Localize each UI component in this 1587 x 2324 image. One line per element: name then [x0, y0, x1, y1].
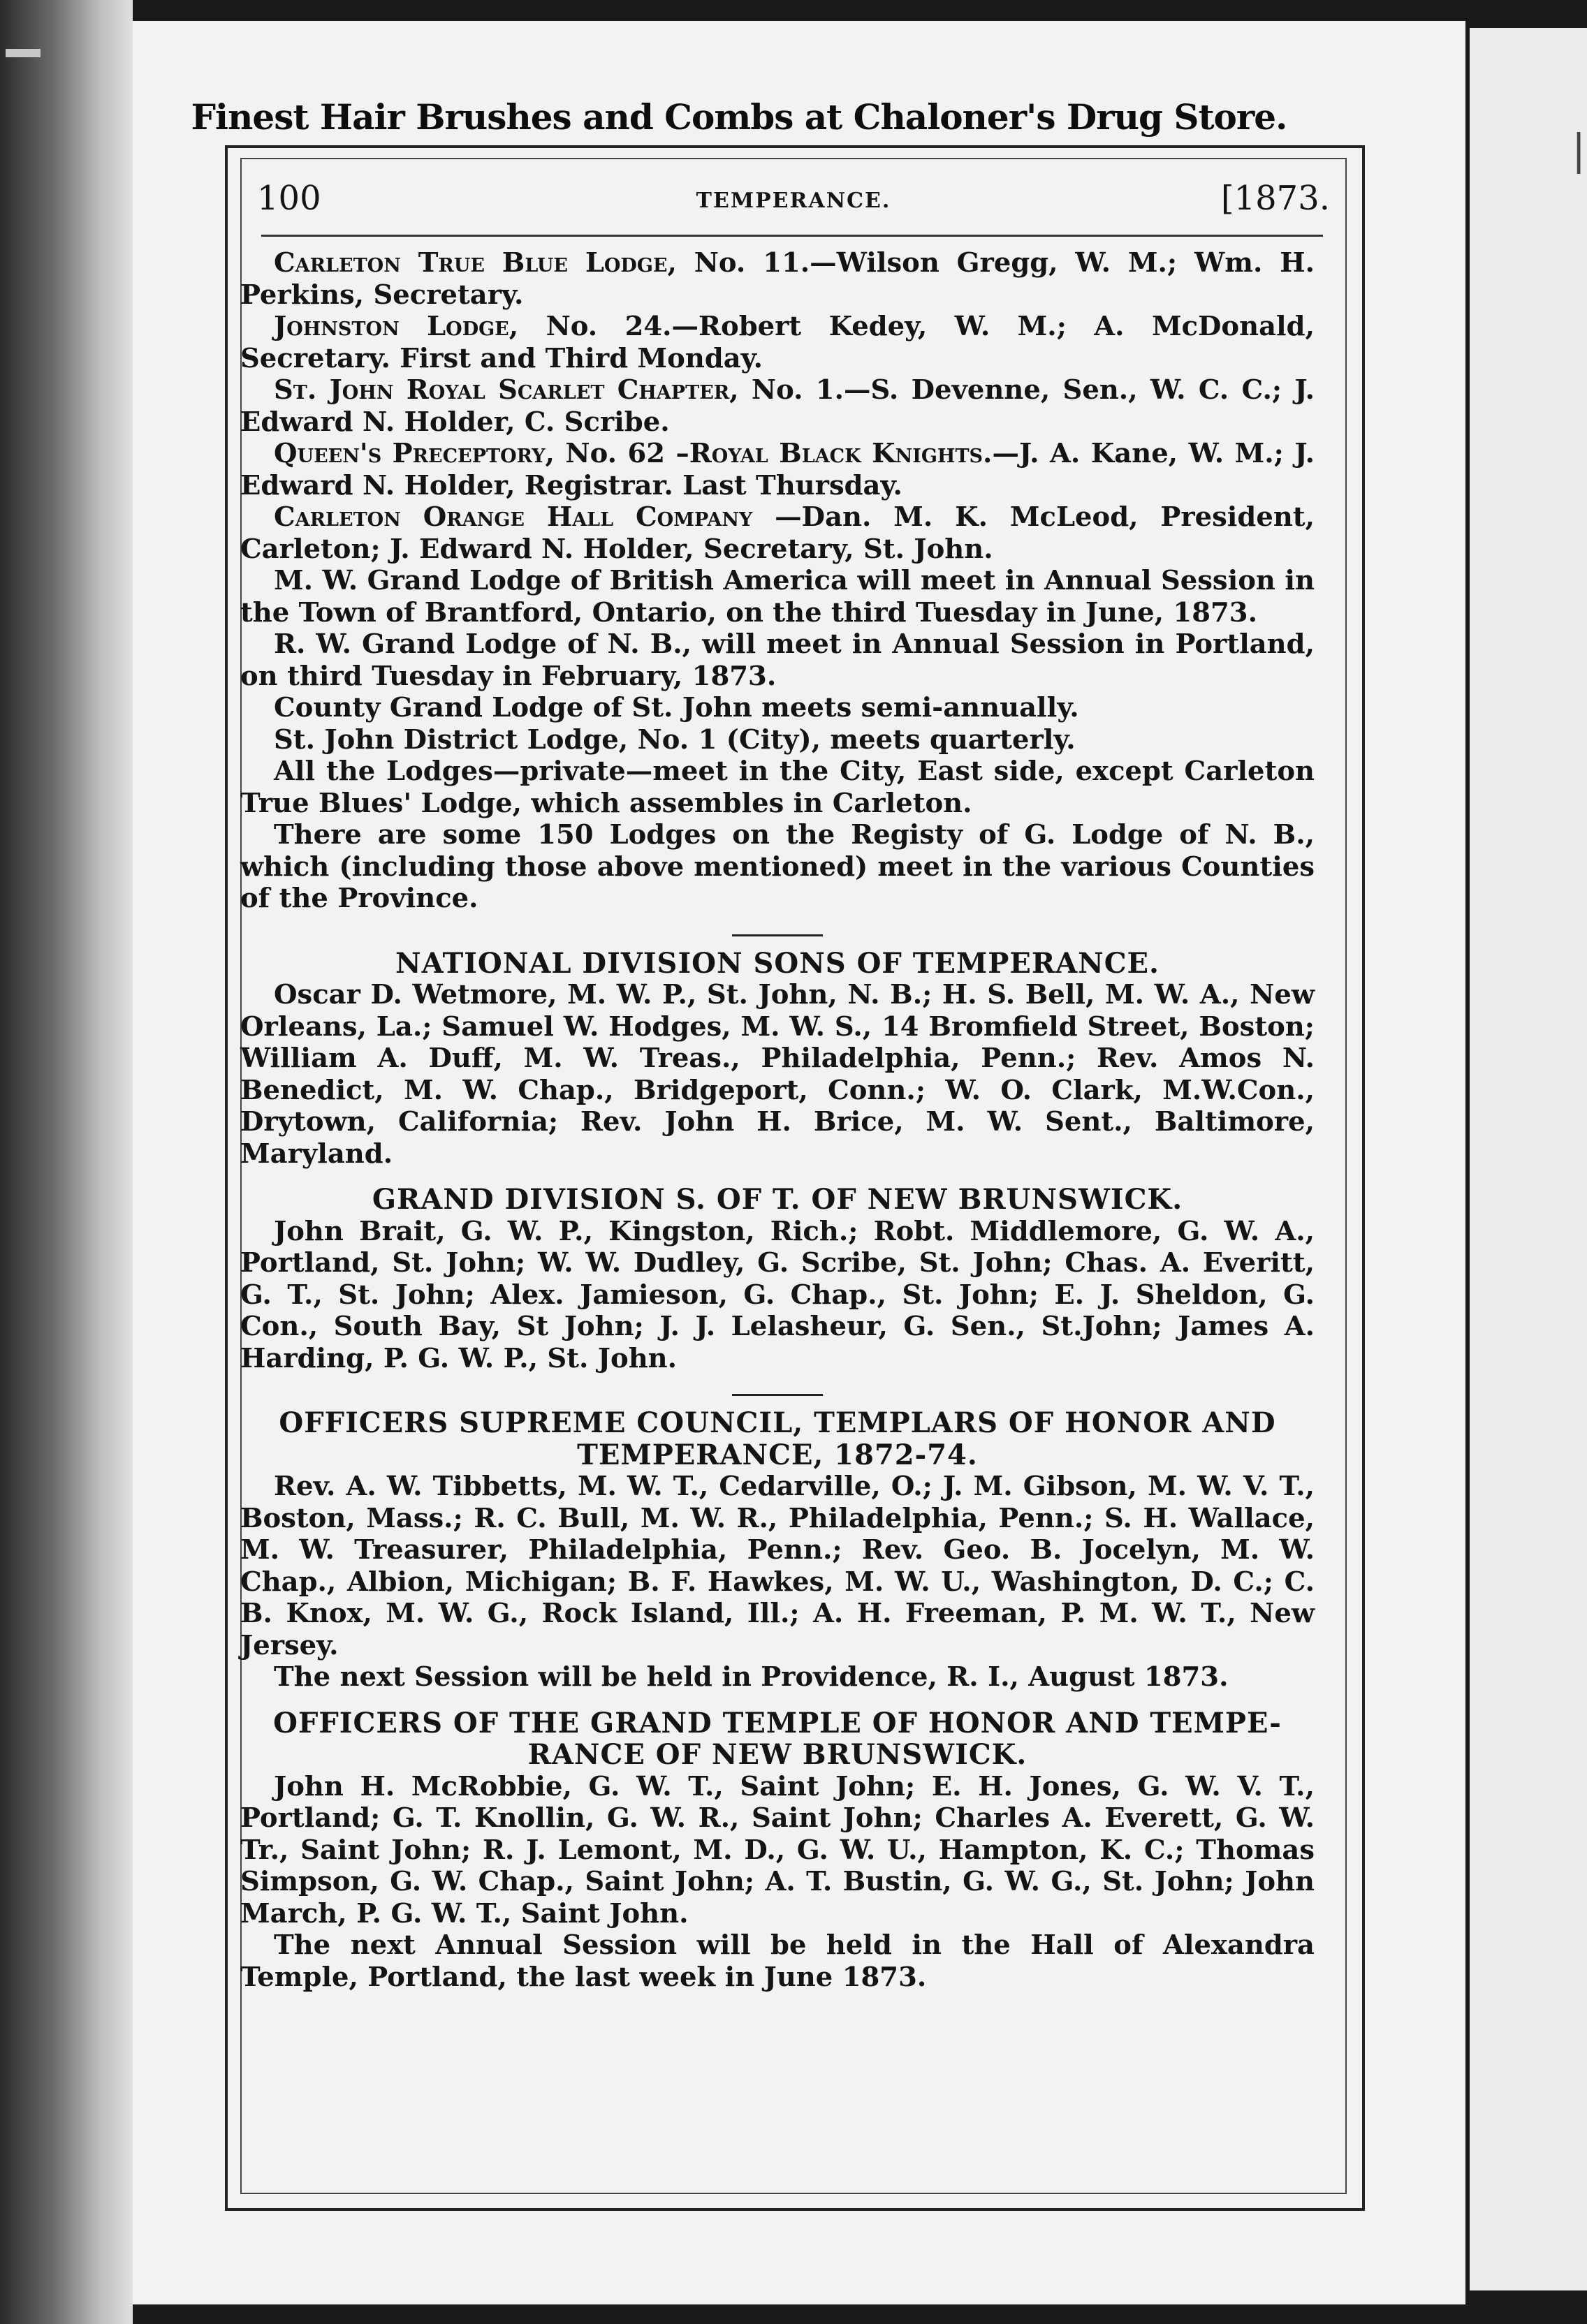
paragraph-grand-division: John Brait, G. W. P., Kingston, Rich.; Robt. Middlemore, G. W. A., Portland, St. John; W. W. Dudley, G. Scribe, St. John; Chas. A. Everitt, G. T., St. John; Alex. Jamieson, G. Chap., St. John; E. J. Sheldon, G. Con., South Bay, St John; J. J. Lelasheur, G. Sen., St.John; James A. Harding, P. G. W. P., St. John.	[240, 1215, 1315, 1374]
entry-name: Royal Black Knights	[689, 438, 983, 469]
entry-queens-preceptory	[240, 438, 1315, 501]
entry-text: .—J. A. Kane, W. M.; J. Edward N. Holder, Registrar. Last Thursday.	[240, 438, 1315, 501]
section-divider	[732, 1394, 823, 1396]
entry-name: Johnston Lodge	[274, 311, 509, 342]
page-number: 100	[257, 179, 321, 218]
entry-orange-hall	[240, 501, 1315, 565]
facing-page-edge	[1470, 28, 1587, 2290]
section-divider	[732, 934, 823, 936]
entry-name: Carleton Orange Hall Company	[274, 501, 753, 533]
entry-johnston-lodge	[240, 311, 1315, 374]
facing-page-glyph: |	[1572, 126, 1586, 175]
entry-name: Queen's Preceptory	[274, 438, 546, 469]
paragraph-grand-lodge-ba: M. W. Grand Lodge of British America will meet in Annual Session in the Town of Brantford, Ontario, on the third Tuesday in June, 1873.	[240, 565, 1315, 628]
entry-royal-scarlet	[240, 374, 1315, 438]
scan-mark	[6, 49, 41, 57]
paragraph-district-lodge: St. John District Lodge, No. 1 (City), meets quarterly.	[274, 723, 1076, 756]
running-head	[257, 172, 1330, 221]
page-content	[240, 158, 1344, 2191]
section-title: TEMPERANCE.	[696, 189, 891, 213]
header-rule	[261, 235, 1323, 237]
entry-text: , No. 11.—Wilson Gregg, W. M.; Wm. H. Perkins, Secretary.	[240, 247, 1315, 311]
heading-supreme-council-2: TEMPERANCE, 1872-74.	[577, 1438, 978, 1471]
year-label: [1873.	[1220, 179, 1330, 218]
entry-text: , No. 24.—Robert Kedey, W. M.; A. McDonald, Secretary. First and Third Monday.	[240, 311, 1315, 374]
entry-text: , No. 1.—S. Devenne, Sen., W. C. C.; J. Edward N. Holder, C. Scribe.	[240, 374, 1315, 438]
paragraph-county-lodge: County Grand Lodge of St. John meets semi-annually.	[274, 692, 1079, 723]
note-supreme-council: The next Session will be held in Providence, R. I., August 1873.	[274, 1661, 1229, 1693]
heading-national-division: NATIONAL DIVISION SONS OF TEMPERANCE.	[395, 946, 1160, 980]
paragraph-grand-lodge-nb: R. W. Grand Lodge of N. B., will meet in Annual Session in Portland, on third Tuesday in February, 1873.	[240, 628, 1315, 692]
paragraph-all-lodges: All the Lodges—private—meet in the City, East side, except Carleton True Blues' Lodge, which assembles in Carleton.	[240, 756, 1315, 819]
advertisement-banner: Finest Hair Brushes and Combs at Chaloner's Drug Store.	[191, 96, 1287, 138]
entry-name: St. John Royal Scarlet Chapter	[274, 374, 730, 406]
heading-grand-division: GRAND DIVISION S. OF T. OF NEW BRUNSWICK.	[372, 1183, 1183, 1216]
entry-carleton-true-blue	[240, 247, 1315, 311]
heading-grand-temple-1: OFFICERS OF THE GRAND TEMPLE OF HONOR AND TEMPE-	[273, 1706, 1282, 1740]
entry-name: Carleton True Blue Lodge	[274, 247, 668, 279]
scan-left-edge	[0, 0, 133, 2324]
text-body	[240, 247, 1315, 1993]
heading-supreme-council-1: OFFICERS SUPREME COUNCIL, TEMPLARS OF HONOR AND	[279, 1406, 1276, 1439]
paragraph-national-division: Oscar D. Wetmore, M. W. P., St. John, N. B.; H. S. Bell, M. W. A., New Orleans, La.; Samuel W. Hodges, M. W. S., 14 Bromfield Street, Boston; William A. Duff, M. W. Treas., Philadelphia, Penn.; Rev. Amos N. Benedict, M. W. Chap., Bridgeport, Conn.; W. O. Clark, M.W.Con., Drytown, California; Rev. John H. Brice, M. W. Sent., Baltimore, Maryland.	[240, 979, 1315, 1170]
heading-grand-temple-2: RANCE OF NEW BRUNSWICK.	[527, 1738, 1027, 1771]
entry-text: , No. 62 –	[545, 438, 689, 469]
paragraph-registry: There are some 150 Lodges on the Registy of G. Lodge of N. B., which (including those above mentioned) meet in the various Counties of the Province.	[240, 819, 1315, 914]
entry-text: —Dan. M. K. McLeod, President, Carleton; J. Edward N. Holder, Secretary, St. John.	[240, 501, 1315, 565]
note-grand-temple: The next Annual Session will be held in the Hall of Alexandra Temple, Portland, the last week in June 1873.	[240, 1929, 1315, 1993]
paragraph-supreme-council: Rev. A. W. Tibbetts, M. W. T., Cedarville, O.; J. M. Gibson, M. W. V. T., Boston, Mass.; R. C. Bull, M. W. R., Philadelphia, Penn.; S. H. Wallace, M. W. Treasurer, Philadelphia, Penn.; Rev. Geo. B. Jocelyn, M. W. Chap., Albion, Michigan; B. F. Hawkes, M. W. U., Washington, D. C.; C. B. Knox, M. W. G., Rock Island, Ill.; A. H. Freeman, P. M. W. T., New Jersey.	[240, 1471, 1315, 1661]
paragraph-grand-temple: John H. McRobbie, G. W. T., Saint John; E. H. Jones, G. W. V. T., Portland; G. T. Knollin, G. W. R., Saint John; Charles A. Everett, G. W. Tr., Saint John; R. J. Lemont, M. D., G. W. U., Hampton, K. C.; Thomas Simpson, G. W. Chap., Saint John; A. T. Bustin, G. W. G., St. John; John March, P. G. W. T., Saint John.	[240, 1770, 1315, 1929]
